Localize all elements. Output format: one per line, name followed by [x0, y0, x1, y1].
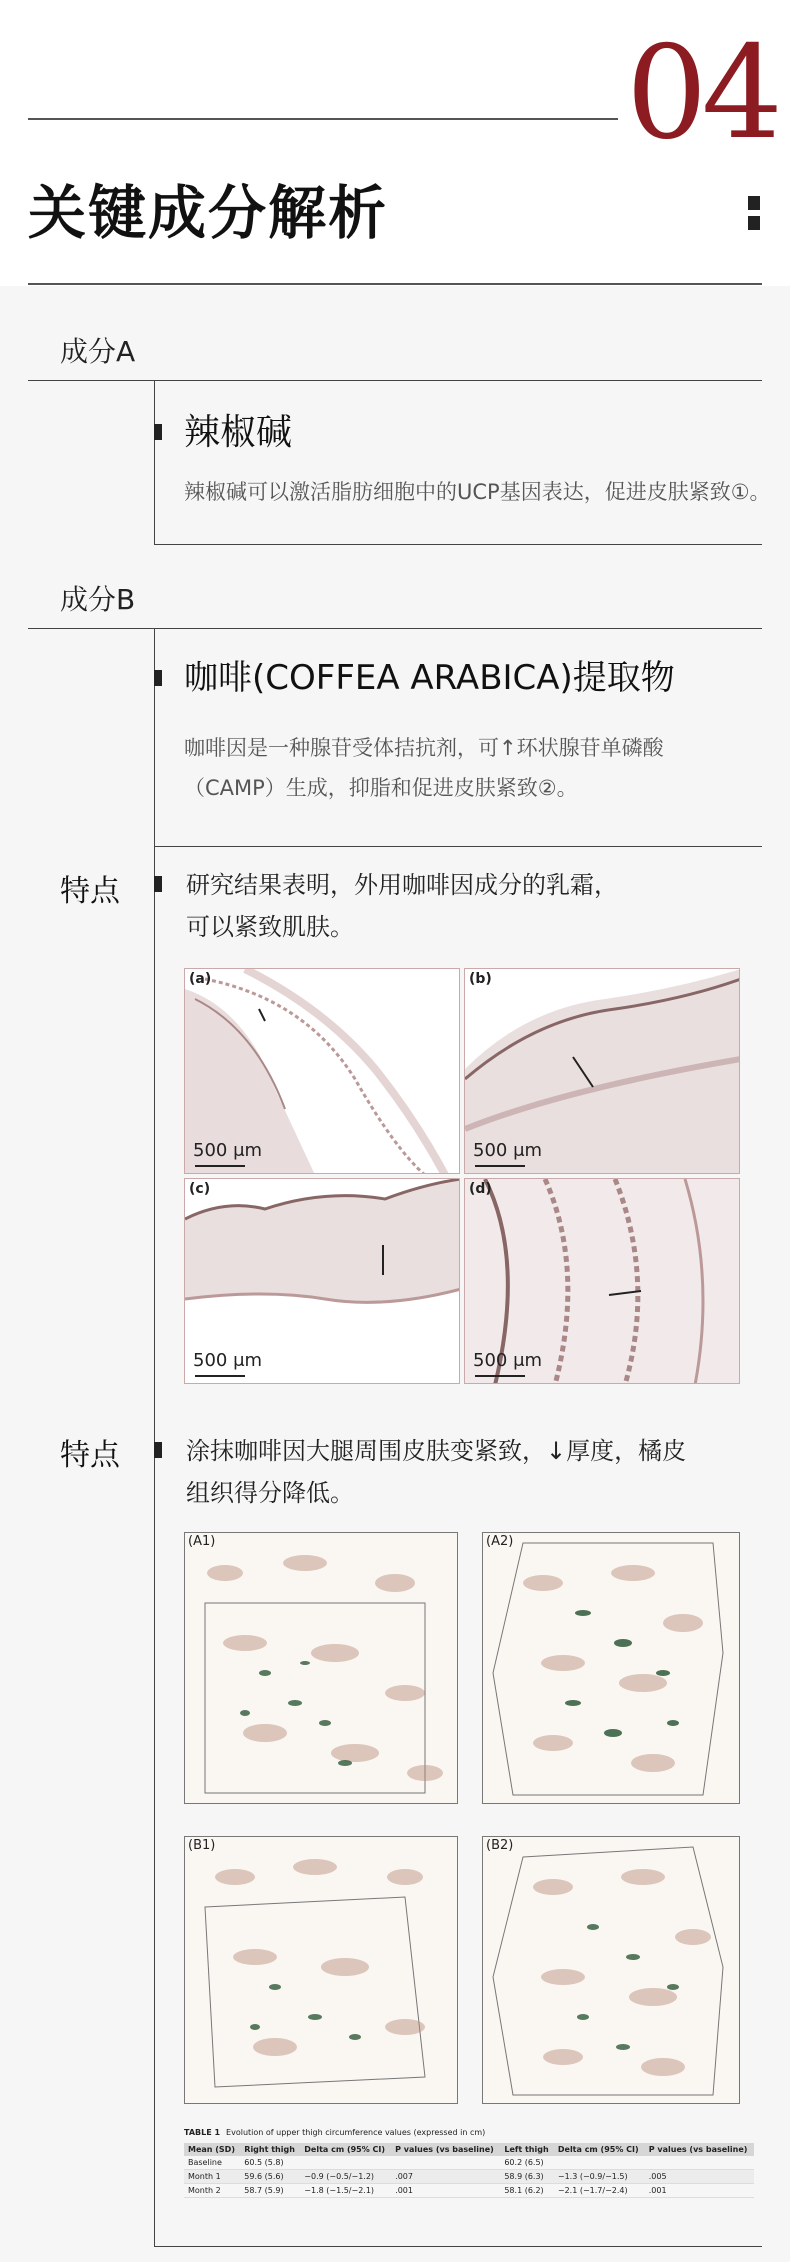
section-b-vrule — [154, 628, 155, 2246]
table-grid — [184, 2143, 754, 2198]
table-cell: −0.9 (−0.5/−1.2) — [300, 2170, 391, 2184]
table-header-cell: Right thigh — [240, 2143, 300, 2156]
scale-label: 500 μm — [193, 1140, 263, 1161]
thermography-image — [185, 1837, 458, 2104]
thigh-photo-b2 — [482, 1836, 740, 2104]
section-b-bottom-rule — [154, 2246, 762, 2247]
page-title: 关键成分解析 — [28, 179, 389, 247]
description-line: 咖啡因是一种腺苷受体拮抗剂，可↑环状腺苷单磷酸 — [184, 736, 664, 760]
table-cell: Baseline — [184, 2156, 240, 2170]
section-b-mid-rule — [154, 846, 762, 847]
panel-tag: (b) — [469, 971, 492, 987]
table-caption-text: Evolution of upper thigh circumference values (expressed in cm) — [226, 2128, 486, 2137]
scale-bar — [475, 1165, 525, 1167]
table-cell: −1.8 (−1.5/−2.1) — [300, 2184, 391, 2198]
table-cell: .005 — [645, 2170, 754, 2184]
table-header-cell: Delta cm (95% CI) — [300, 2143, 391, 2156]
table-cell: 60.2 (6.5) — [500, 2156, 554, 2170]
table-header-cell: Left thigh — [500, 2143, 554, 2156]
ingredient-b-description — [184, 728, 664, 808]
table-cell: −1.3 (−0.9/−1.5) — [554, 2170, 645, 2184]
table-cell — [554, 2156, 645, 2170]
table-row — [184, 2156, 754, 2170]
photo-tag: (A1) — [188, 1534, 216, 1549]
table-cell: .007 — [391, 2170, 500, 2184]
bullet-icon — [154, 876, 162, 892]
scale-label: 500 μm — [473, 1140, 543, 1161]
data-table — [184, 2128, 754, 2198]
page-header — [0, 0, 790, 285]
section-b-rule — [28, 628, 762, 629]
histology-panel-c — [184, 1178, 460, 1384]
section-a-label: 成分A — [60, 335, 136, 368]
thermography-image — [185, 1533, 458, 1804]
ingredient-a-description: 辣椒碱可以激活脂肪细胞中的UCP基因表达，促进皮肤紧致①。 — [184, 480, 771, 504]
header-rule-top — [28, 118, 618, 120]
feature-2-text — [186, 1430, 686, 1514]
histology-panel-a — [184, 968, 460, 1174]
feature-1-label: 特点 — [60, 874, 120, 909]
photo-tag: (A2) — [486, 1534, 514, 1549]
bullet-icon — [154, 424, 162, 440]
description-line: （CAMP）生成，抑脂和促进皮肤紧致②。 — [184, 776, 578, 800]
scale-bar — [475, 1375, 525, 1377]
feature-line: 研究结果表明，外用咖啡因成分的乳霜， — [186, 871, 618, 899]
thigh-photo-a1 — [184, 1532, 458, 1804]
thigh-photo-b1 — [184, 1836, 458, 2104]
table-caption-label: TABLE 1 — [184, 2128, 221, 2137]
table-cell — [645, 2156, 754, 2170]
table-cell: 60.5 (5.8) — [240, 2156, 300, 2170]
ingredient-b-name: 咖啡(COFFEA ARABICA)提取物 — [184, 658, 675, 698]
table-row — [184, 2184, 754, 2198]
section-b-label: 成分B — [60, 583, 136, 616]
table-cell: 58.9 (6.3) — [500, 2170, 554, 2184]
table-cell: 58.1 (6.2) — [500, 2184, 554, 2198]
table-cell: .001 — [645, 2184, 754, 2198]
panel-tag: (c) — [189, 1181, 211, 1197]
table-caption — [184, 2128, 754, 2137]
thigh-photo-a2 — [482, 1532, 740, 1804]
panel-tag: (d) — [469, 1181, 492, 1197]
table-cell — [391, 2156, 500, 2170]
table-header-cell: P values (vs baseline) — [391, 2143, 500, 2156]
thermography-image — [483, 1533, 740, 1804]
section-a-vrule — [154, 380, 155, 544]
feature-line: 涂抹咖啡因大腿周围皮肤变紧致，↓厚度，橘皮 — [186, 1437, 687, 1465]
table-cell — [300, 2156, 391, 2170]
table-cell: 58.7 (5.9) — [240, 2184, 300, 2198]
bullet-icon — [154, 1442, 162, 1458]
feature-2-label: 特点 — [60, 1438, 120, 1473]
scale-bar — [195, 1375, 245, 1377]
table-cell: Month 2 — [184, 2184, 240, 2198]
table-cell: 59.6 (5.6) — [240, 2170, 300, 2184]
feature-1-text — [186, 864, 618, 948]
histology-panel-b — [464, 968, 740, 1174]
panel-tag: (a) — [189, 971, 212, 987]
table-cell: Month 1 — [184, 2170, 240, 2184]
table-header-cell: Mean (SD) — [184, 2143, 240, 2156]
header-rule-bottom — [28, 283, 762, 285]
scale-bar — [195, 1165, 245, 1167]
table-header-cell: P values (vs baseline) — [645, 2143, 754, 2156]
table-cell: −2.1 (−1.7/−2.4) — [554, 2184, 645, 2198]
scale-label: 500 μm — [473, 1350, 543, 1371]
photo-tag: (B1) — [188, 1838, 216, 1853]
scale-label: 500 μm — [193, 1350, 263, 1371]
section-a-bottom-rule — [154, 544, 762, 545]
ingredient-a-name: 辣椒碱 — [184, 412, 293, 453]
table-header-cell: Delta cm (95% CI) — [554, 2143, 645, 2156]
feature-line: 可以紧致肌肤。 — [186, 913, 354, 941]
histology-panel-d — [464, 1178, 740, 1384]
section-a-rule — [28, 380, 762, 381]
bullet-icon — [154, 670, 162, 686]
table-row — [184, 2170, 754, 2184]
feature-line: 组织得分降低。 — [186, 1479, 354, 1507]
table-header-row — [184, 2143, 754, 2156]
photo-tag: (B2) — [486, 1838, 514, 1853]
table-cell: .001 — [391, 2184, 500, 2198]
chapter-number: 04 — [626, 19, 777, 168]
thermography-image — [483, 1837, 740, 2104]
